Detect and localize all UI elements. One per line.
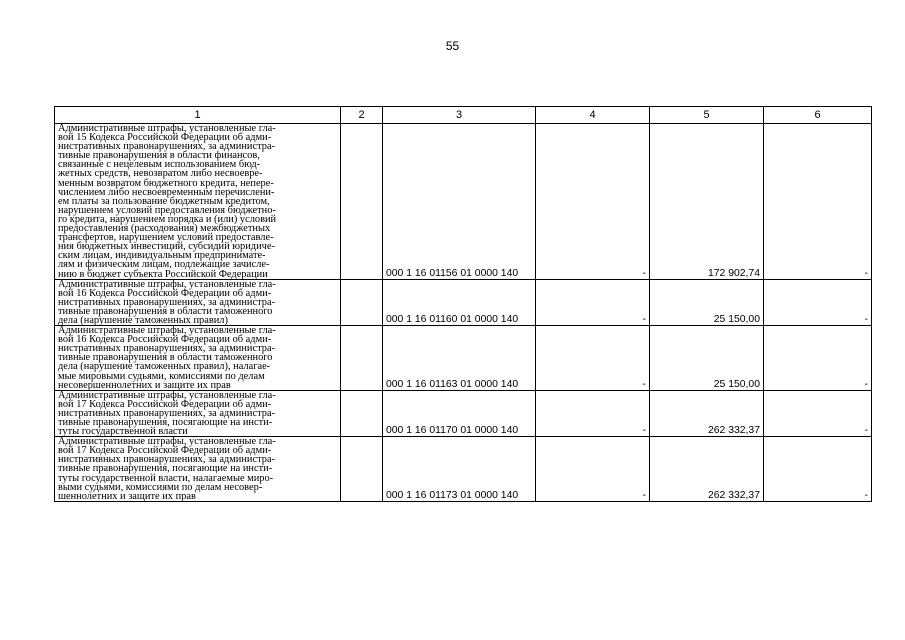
row-col6: -	[764, 390, 872, 436]
column-header-4: 4	[536, 107, 650, 124]
row-code: 000 1 16 01163 01 0000 140	[383, 326, 536, 391]
row-col6: -	[764, 326, 872, 391]
table-row	[55, 437, 872, 502]
row-description: Административные штрафы, установленные гла- вой 16 Кодекса Российской Федерации об адми- нистративных правонарушениях, за администра- тивные правонарушения в области таможенного дела (нарушение таможенных правил), налагае- мые мировыми судьями, комиссиями по делам несовершеннолетних и защите их прав	[55, 326, 341, 391]
column-header-6: 6	[764, 107, 872, 124]
row-code: 000 1 16 01160 01 0000 140	[383, 279, 536, 325]
row-code: 000 1 16 01170 01 0000 140	[383, 390, 536, 436]
table-row	[55, 390, 872, 436]
row-col4: -	[536, 279, 650, 325]
column-header-3: 3	[383, 107, 536, 124]
row-amount: 25 150,00	[650, 326, 764, 391]
column-header-2: 2	[341, 107, 383, 124]
row-col2	[341, 390, 383, 436]
row-col2	[341, 326, 383, 391]
row-code: 000 1 16 01173 01 0000 140	[383, 437, 536, 502]
column-header-5: 5	[650, 107, 764, 124]
row-amount: 262 332,37	[650, 390, 764, 436]
row-col2	[341, 437, 383, 502]
row-code: 000 1 16 01156 01 0000 140	[383, 124, 536, 280]
row-col4: -	[536, 124, 650, 280]
row-description: Административные штрафы, установленные гла- вой 16 Кодекса Российской Федерации об адми- нистративных правонарушениях, за администра- тивные правонарушения в области таможенного дела (нарушение таможенных правил)	[55, 279, 341, 325]
column-header-1: 1	[55, 107, 341, 124]
row-description: Административные штрафы, установленные гла- вой 15 Кодекса Российской Федерации об адми- нистративных правонарушениях, за администра- тивные правонарушения в области финансов, связанные с нецелевым использованием бюд- жетных средств, невозвратом либо несвоевре- менным возвратом бюджетного кредита, непере- числением либо несвоевременным перечислени- ем платы за пользование бюджетным кредитом, нарушением условий предоставления бюджетно- го кредита, нарушением порядка и (или) условий предоставления (расходования) межбюджетных трансфертов, нарушением условий предоставле- ния бюджетных инвестиций, субсидий юридиче- ским лицам, индивидуальным предпринимате- лям и физическим лицам, подлежащие зачисле- нию в бюджет субъекта Российской Федерации	[55, 124, 341, 280]
row-col4: -	[536, 326, 650, 391]
page-number: 55	[445, 39, 460, 53]
row-col2	[341, 279, 383, 325]
row-col4: -	[536, 437, 650, 502]
revenue-table	[54, 106, 872, 502]
row-amount: 25 150,00	[650, 279, 764, 325]
row-col6: -	[764, 279, 872, 325]
row-amount: 172 902,74	[650, 124, 764, 280]
row-description: Административные штрафы, установленные гла- вой 17 Кодекса Российской Федерации об адми- нистративных правонарушениях, за администра- тивные правонарушения, посягающие на инсти- туты государственной власти, налагаемые миро- выми судьями, комиссиями по делам несовер- шеннолетних и защите их прав	[55, 437, 341, 502]
row-col6: -	[764, 124, 872, 280]
table-row	[55, 326, 872, 391]
row-col6: -	[764, 437, 872, 502]
table-header-row	[55, 107, 872, 124]
row-col4: -	[536, 390, 650, 436]
table-row	[55, 124, 872, 280]
table-row	[55, 279, 872, 325]
row-col2	[341, 124, 383, 280]
row-amount: 262 332,37	[650, 437, 764, 502]
row-description: Административные штрафы, установленные гла- вой 17 Кодекса Российской Федерации об адми- нистративных правонарушениях, за администра- тивные правонарушения, посягающие на инсти- туты государственной власти	[55, 390, 341, 436]
